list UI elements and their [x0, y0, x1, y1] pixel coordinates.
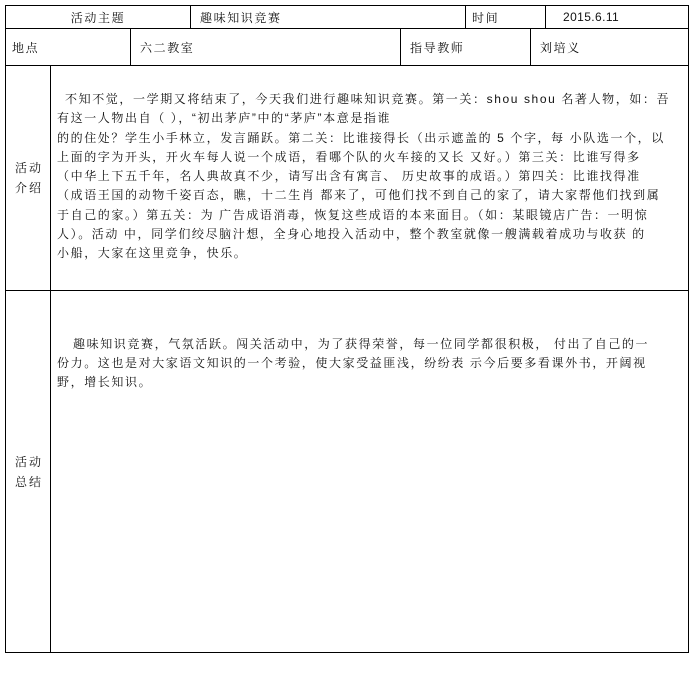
intro-line: 有这一人物出自（ ），“初出茅庐”中的“茅庐”本意是指谁 [57, 111, 392, 126]
teacher-label [400, 28, 531, 66]
time-label-text: 时间 [472, 10, 500, 25]
intro-label-line: 介绍 [14, 181, 43, 195]
intro-text [50, 65, 689, 291]
theme-label-text: 活动主题 [70, 10, 126, 25]
location-label [5, 28, 131, 66]
intro-line: 上面的字为开头，开火车每人说一个成语，看哪个队的火车接的又长 又好。）第三关：比谁写得多 [57, 149, 641, 164]
time-value-text: 2015.6.11 [563, 10, 620, 24]
intro-line: 不知不觉，一学期又将结束了，今天我们进行趣味知识竞赛。第一关：shou shou 名著人物，如：吾 [65, 92, 671, 106]
time-value [545, 5, 689, 29]
time-label [465, 5, 546, 29]
summary-line: 份力。这也是对大家语文知识的一个考验，使大家受益匪浅，纷纷表 示今后要多看课外书，开阔视 [57, 356, 647, 370]
intro-line: 小船，大家在这里竞争，快乐。 [57, 246, 248, 260]
teacher-value [530, 28, 689, 66]
summary-label-line: 总结 [14, 474, 43, 489]
theme-value-text: 趣味知识竞赛 [200, 10, 282, 25]
location-label-text: 地点 [12, 40, 40, 55]
location-value [130, 28, 401, 66]
summary-line: 野，增长知识。 [57, 375, 153, 389]
intro-line: （中华上下五千年，名人典故真不少，请写出含有寓言、 历史故事的成语。）第四关：比谁找得准 [57, 169, 641, 183]
teacher-label-text: 指导教师 [410, 40, 465, 55]
theme-label [5, 5, 191, 29]
intro-line: （成语王国的动物千姿百态，瞧，十二生肖 都来了，可他们找不到自己的家了，请大家帮他们找到属 [57, 188, 661, 203]
intro-label [5, 65, 51, 291]
teacher-value-text: 刘培义 [540, 40, 581, 55]
intro-label-line: 活动 [14, 161, 43, 175]
summary-line: 趣味知识竞赛，气氛活跃。闯关活动中，为了获得荣誉，每一位同学都很积极， 付出了自己的一 [73, 337, 650, 351]
summary-label-line: 活动 [14, 454, 43, 469]
intro-line: 人）。活动 中，同学们绞尽脑汁想，全身心地投入活动中，整个教室就像一艘满载着成功与收获 的 [57, 226, 646, 241]
location-value-text: 六二教室 [140, 40, 195, 55]
intro-line: 于自己的家。）第五关：为 广告成语消毒，恢复这些成语的本来面目。（如：某眼镜店广告：一明惊 [57, 207, 649, 222]
summary-label [5, 290, 51, 653]
theme-value [190, 5, 466, 29]
summary-text [50, 290, 689, 653]
intro-line: 的的住处？学生小手林立，发言踊跃。第二关：比谁接得长（出示遮盖的 5 个字，每 小队选一个，以 [57, 130, 665, 145]
